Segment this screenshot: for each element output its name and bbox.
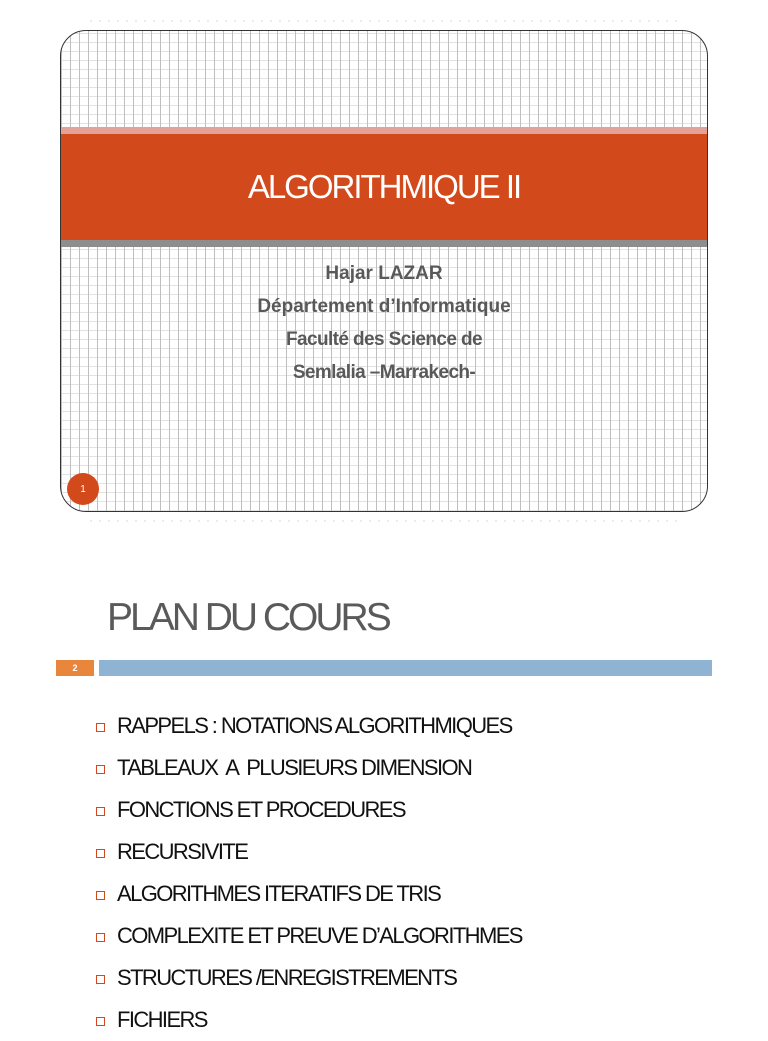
title-slide [60, 30, 708, 512]
title-band-bottom-stripe [61, 240, 707, 247]
slide-number-tab: 2 [56, 660, 94, 676]
list-item-label: RAPPELS : NOTATIONS ALGORITHMIQUES [117, 713, 512, 738]
list-item-label: COMPLEXITE ET PREUVE D’ALGORITHMES [117, 923, 522, 948]
list-item-label: STRUCTURES /ENREGISTREMENTS [117, 965, 457, 990]
list-item [96, 705, 522, 747]
square-outline-icon [96, 1017, 105, 1026]
author-faculty: Faculté des Science de [286, 329, 482, 350]
square-outline-icon [96, 723, 105, 732]
square-outline-icon [96, 891, 105, 900]
author-department: Département d’Informatique [257, 296, 511, 317]
square-outline-icon [96, 765, 105, 774]
square-outline-icon [96, 975, 105, 984]
author-location: Semlalia –Marrakech- [292, 362, 476, 383]
list-item-label: FONCTIONS ET PROCEDURES [117, 797, 405, 822]
list-item [96, 999, 522, 1041]
list-item [96, 873, 522, 915]
list-item-label: RECURSIVITE [117, 839, 248, 864]
list-item-label: FICHIERS [117, 1007, 207, 1032]
list-item [96, 915, 522, 957]
title-band-top-stripe [61, 127, 707, 134]
slide-number-badge: 1 [67, 473, 99, 505]
slide-title: ALGORITHMIQUE II [247, 168, 521, 205]
author-block [61, 257, 707, 389]
square-outline-icon [96, 849, 105, 858]
list-item [96, 789, 522, 831]
list-item-label: TABLEAUX A PLUSIEURS DIMENSION [117, 755, 472, 780]
plan-list [96, 705, 522, 1041]
list-item-label: ALGORITHMES ITERATIFS DE TRIS [117, 881, 441, 906]
author-name: Hajar LAZAR [325, 263, 443, 284]
plan-title: PLAN DU COURS [107, 596, 389, 639]
list-item [96, 957, 522, 999]
header-bar [99, 660, 712, 676]
title-band [61, 134, 707, 240]
square-outline-icon [96, 807, 105, 816]
square-outline-icon [96, 933, 105, 942]
list-item [96, 831, 522, 873]
list-item [96, 747, 522, 789]
